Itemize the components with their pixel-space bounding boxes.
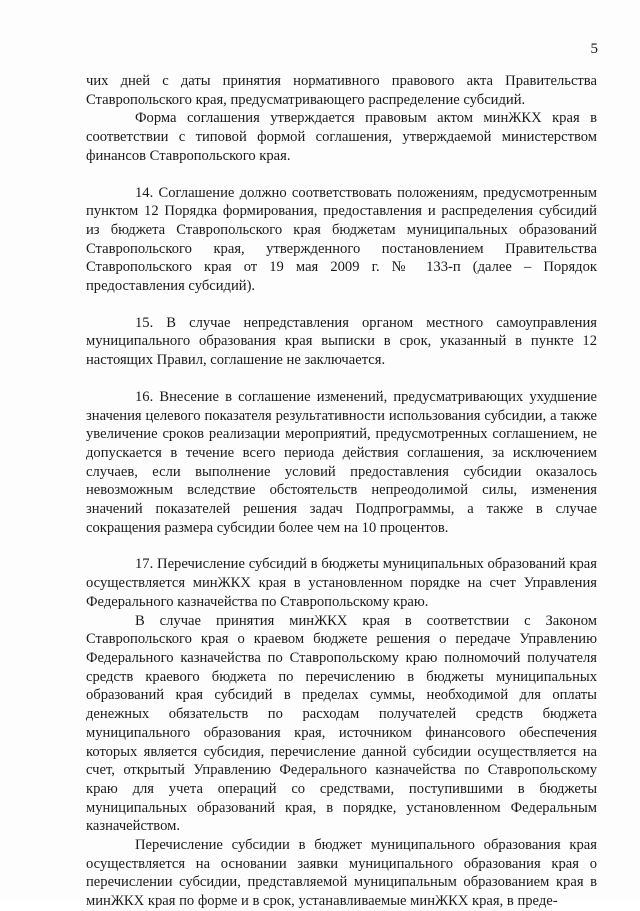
paragraph-continuation: чих дней с даты принятия нормативного правового акта Правительства Ставропольского края, предусматривающего распределение субсидий. <box>86 73 597 108</box>
paragraph-item-16: 16. Внесение в соглашение изменений, предусматривающих ухудшение значения целевого показателя результативности использования субсидии, а также увеличение сроков реализации мероприятий, предусмотренных соглашением, не допускается в течение всего периода действия соглашения, за исключением случаев, если выполнение условий предоставления субсидии оказалось невозможным вследствие обстоятельств непреодолимой силы, изменения значений показателей решения задач Подпрограммы, а также в случае сокращения размера субсидии более чем на 10 процентов. <box>86 388 597 536</box>
paragraph-transfer-request: Перечисление субсидии в бюджет муниципального образования края осуществляется на основании заявки муниципального образования края о перечислении субсидии, представляемой муниципальным образованием края в минЖКХ края по форме и в срок, устанавливаемые минЖКХ края, в преде- <box>86 837 597 910</box>
paragraph-agreement-form: Форма соглашения утверждается правовым актом минЖКХ края в соответствии с типовой формой соглашения, утверждаемой министерством финансов Ставропольского края. <box>86 110 597 164</box>
paragraph-item-15: 15. В случае непредставления органом местного самоуправления муниципального образования края выписки в срок, указанный в пункте 12 настоящих Правил, соглашение не заключается. <box>86 314 597 369</box>
paragraph-item-14: 14. Соглашение должно соответствовать положениям, предусмотренным пунктом 12 Порядка формирования, предоставления и распределения субсидий из бюджета Ставропольского края бюджетам муниципальных образований Ставропольского края, утвержденного постановлением Правительства Ставропольского края от 19 мая 2009 г. № 133-п (далее – Порядок предоставления субсидий). <box>86 184 597 295</box>
paragraph-treasury-transfer: В случае принятия минЖКХ края в соответствии с Законом Ставропольского края о краевом бюджете решения о передаче Управлению Федерального казначейства по Ставропольскому краю полномочий получателя средств краевого бюджета по перечислению в бюджеты муниципальных образований края субсидий в пределах суммы, необходимой для оплаты денежных обязательств по расходам получателей средств бюджета муниципального образования края, источником финансового обеспечения которых является субсидия, перечисление данной субсидии осуществляется на счет, открытый Управлению Федерального казначейства по Ставропольскому краю для учета операций со средствами, поступившими в бюджеты муниципальных образований края, в порядке, установленном Федеральным казначейством. <box>86 612 597 835</box>
paragraph-item-17: 17. Перечисление субсидий в бюджеты муниципальных образований края осуществляется минЖКХ края в установленном порядке на счет Управления Федерального казначейства по Ставропольскому краю. <box>86 556 597 610</box>
scan-artifact <box>378 872 414 890</box>
page-number: 5 <box>590 41 598 57</box>
document-body <box>86 72 597 911</box>
